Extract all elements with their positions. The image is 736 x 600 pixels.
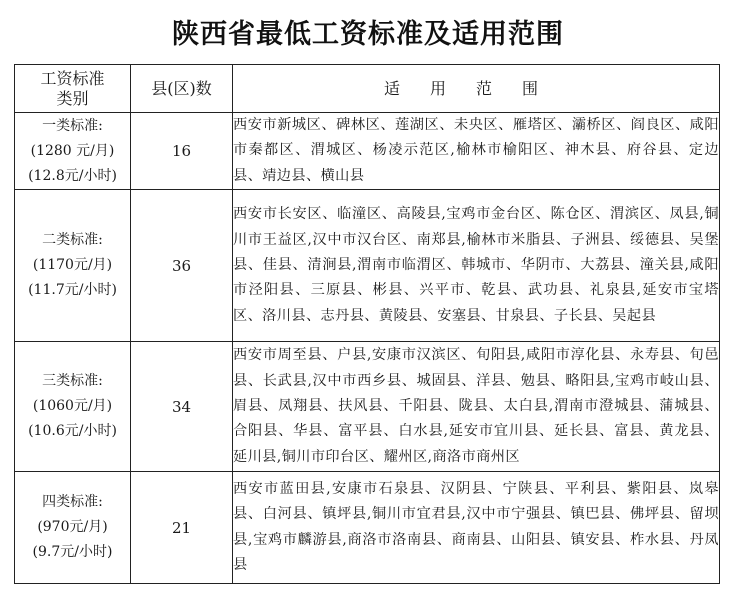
category-name: 一类标准: xyxy=(42,117,103,134)
table-row xyxy=(15,190,720,342)
county-count: 34 xyxy=(131,342,233,472)
wage-standard-table xyxy=(14,64,720,584)
category-monthly: (1280 元/月) xyxy=(30,142,115,159)
category-name: 三类标准: xyxy=(42,373,103,390)
table-row xyxy=(15,342,720,472)
category-name: 二类标准: xyxy=(42,232,103,249)
table-row xyxy=(15,472,720,584)
category-name: 四类标准: xyxy=(42,494,103,511)
scope-text: 西安市周至县、户县,安康市汉滨区、旬阳县,咸阳市淳化县、永寿县、旬邑县、长武县,汉中市西乡县、城固县、洋县、勉县、略阳县,宝鸡市岐山县、眉县、凤翔县、扶风县、千阳县、陇县、太白县,渭南市澄城县、蒲城县、合阳县、华县、富平县、白水县,延安市宜川县、延长县、富县、黄龙县、延川县,铜川市印台区、耀州区,商洛市商州区 xyxy=(233,342,720,472)
category-hourly: (9.7元/小时) xyxy=(32,544,113,561)
category-monthly: (1060元/月) xyxy=(32,398,113,415)
category-hourly: (10.6元/小时) xyxy=(28,423,117,440)
header-count: 县(区)数 xyxy=(131,65,233,113)
category-hourly: (12.8元/小时) xyxy=(28,167,117,184)
county-count: 16 xyxy=(131,113,233,190)
header-scope: 适用范围 xyxy=(233,65,720,113)
category-cell xyxy=(15,472,131,584)
category-cell xyxy=(15,342,131,472)
category-monthly: (970元/月) xyxy=(37,519,108,536)
document-title: 陕西省最低工资标准及适用范围 xyxy=(172,19,564,50)
table-header-row xyxy=(15,65,720,113)
scope-text: 西安市新城区、碑林区、莲湖区、未央区、雁塔区、灞桥区、阎良区、咸阳市秦都区、渭城区、杨凌示范区,榆林市榆阳区、神木县、府谷县、定边县、靖边县、横山县 xyxy=(233,113,720,190)
county-count: 21 xyxy=(131,472,233,584)
scope-text: 西安市长安区、临潼区、高陵县,宝鸡市金台区、陈仓区、渭滨区、凤县,铜川市王益区,汉中市汉台区、南郑县,榆林市米脂县、子洲县、绥德县、吴堡县、佳县、清涧县,渭南市临渭区、韩城市、华阴市、大荔县、潼关县,咸阳市泾阳县、三原县、彬县、兴平市、乾县、武功县、礼泉县,延安市宝塔区、洛川县、志丹县、黄陵县、安塞县、甘泉县、子长县、吴起县 xyxy=(233,190,720,342)
header-category xyxy=(15,65,131,113)
category-hourly: (11.7元/小时) xyxy=(28,282,117,299)
header-category-line1: 工资标准 xyxy=(40,68,105,88)
header-category-line2: 类别 xyxy=(56,88,89,108)
county-count: 36 xyxy=(131,190,233,342)
category-monthly: (1170元/月) xyxy=(32,257,113,274)
scope-text: 西安市蓝田县,安康市石泉县、汉阴县、宁陕县、平利县、紫阳县、岚皋县、白河县、镇坪县,铜川市宜君县,汉中市宁强县、镇巴县、佛坪县、留坝县,宝鸡市麟游县,商洛市洛南县、商南县、山阳县、镇安县、柞水县、丹凤县 xyxy=(233,472,720,584)
table-row xyxy=(15,113,720,190)
category-cell xyxy=(15,190,131,342)
category-cell xyxy=(15,113,131,190)
